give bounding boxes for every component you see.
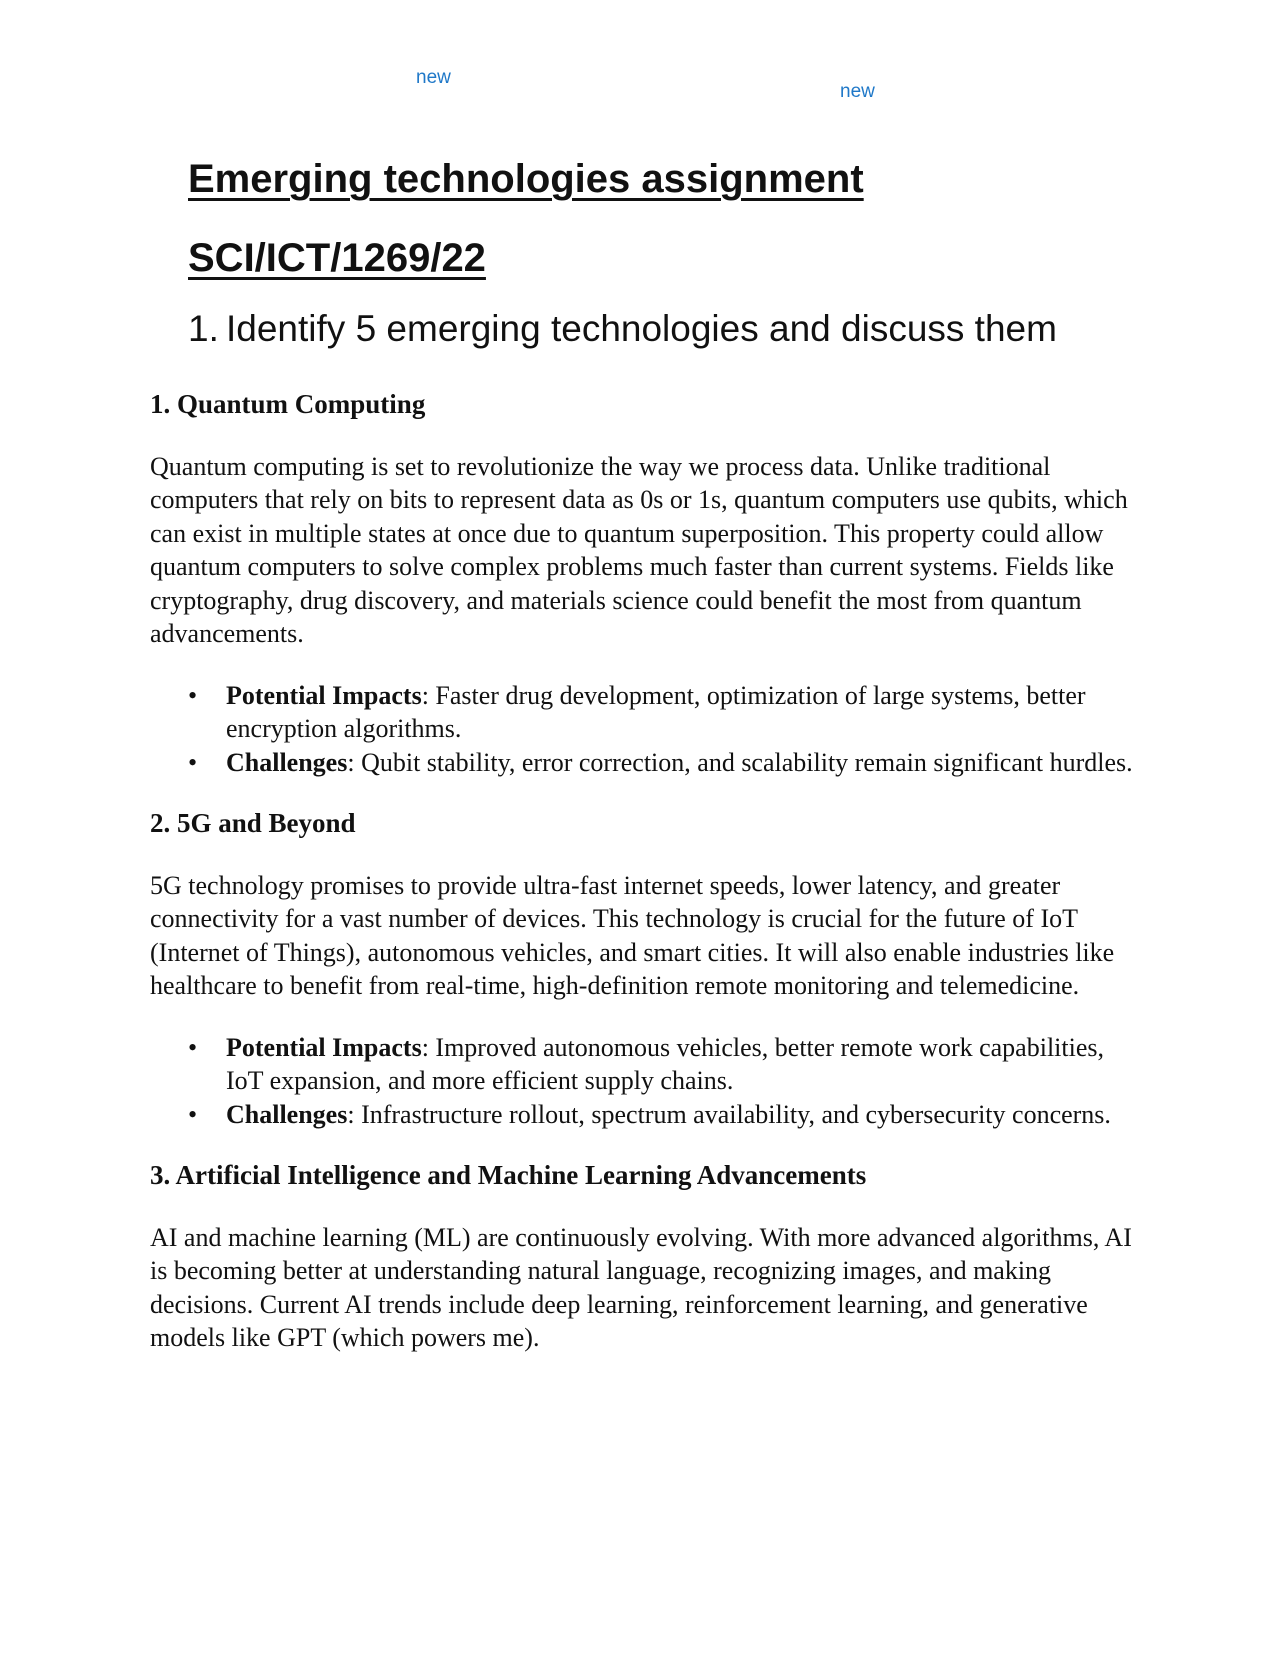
list-item <box>150 746 1140 780</box>
bullet-icon: • <box>188 1032 198 1062</box>
bullet-icon: • <box>188 680 198 710</box>
list-item <box>150 1031 1140 1098</box>
bullet-icon: • <box>188 747 198 777</box>
document-body <box>150 388 1140 1383</box>
bullet-text: : Faster drug development, optimization of large systems, better encryption algorithms. <box>226 680 1086 743</box>
bullet-text: : Infrastructure rollout, spectrum availability, and cybersecurity concerns. <box>347 1099 1111 1129</box>
annotation-new: new <box>840 81 875 102</box>
bullet-text: : Improved autonomous vehicles, better remote work capabilities, IoT expansion, and more efficient supply chains. <box>226 1032 1104 1095</box>
question-heading <box>188 310 1057 347</box>
page-title: Emerging technologies assignment <box>188 157 864 201</box>
bullet-label: Challenges <box>226 747 348 777</box>
bullet-icon: • <box>188 1099 198 1129</box>
question-text: Identify 5 emerging technologies and discuss them <box>226 308 1057 349</box>
list-item <box>150 1098 1140 1132</box>
bullet-text: : Qubit stability, error correction, and scalability remain significant hurdles. <box>347 747 1133 777</box>
bullet-label: Potential Impacts <box>226 680 422 710</box>
section-heading-ai-ml: 3. Artificial Intelligence and Machine Learning Advancements <box>150 1160 867 1190</box>
bullet-list <box>150 679 1140 780</box>
section-paragraph: AI and machine learning (ML) are continuously evolving. With more advanced algorithms, AI is becoming better at understanding natural language, recognizing images, and making decisions. Current AI trends include deep learning, reinforcement learning, and generative models like GPT (which powers me). <box>150 1222 1132 1352</box>
student-id: SCI/ICT/1269/22 <box>188 236 486 280</box>
bullet-label: Challenges <box>226 1099 348 1129</box>
list-item <box>150 679 1140 746</box>
question-number: 1. <box>188 308 219 349</box>
section-paragraph: 5G technology promises to provide ultra-fast internet speeds, lower latency, and greater connectivity for a vast number of devices. This technology is crucial for the future of IoT (Internet of Things), autonomous vehicles, and smart cities. It will also enable industries like healthcare to benefit from real-time, high-definition remote monitoring and telemedicine. <box>150 870 1115 1000</box>
annotation-new: new <box>416 67 451 88</box>
bullet-list <box>150 1031 1140 1132</box>
bullet-label: Potential Impacts <box>226 1032 422 1062</box>
section-heading-5g: 2. 5G and Beyond <box>150 808 356 838</box>
section-heading-quantum-computing: 1. Quantum Computing <box>150 389 426 419</box>
section-paragraph: Quantum computing is set to revolutionize the way we process data. Unlike traditional computers that rely on bits to represent data as 0s or 1s, quantum computers use qubits, which can exist in multiple states at once due to quantum superposition. This property could allow quantum computers to solve complex problems much faster than current systems. Fields like cryptography, drug discovery, and materials science could benefit the most from quantum advancements. <box>150 451 1128 648</box>
